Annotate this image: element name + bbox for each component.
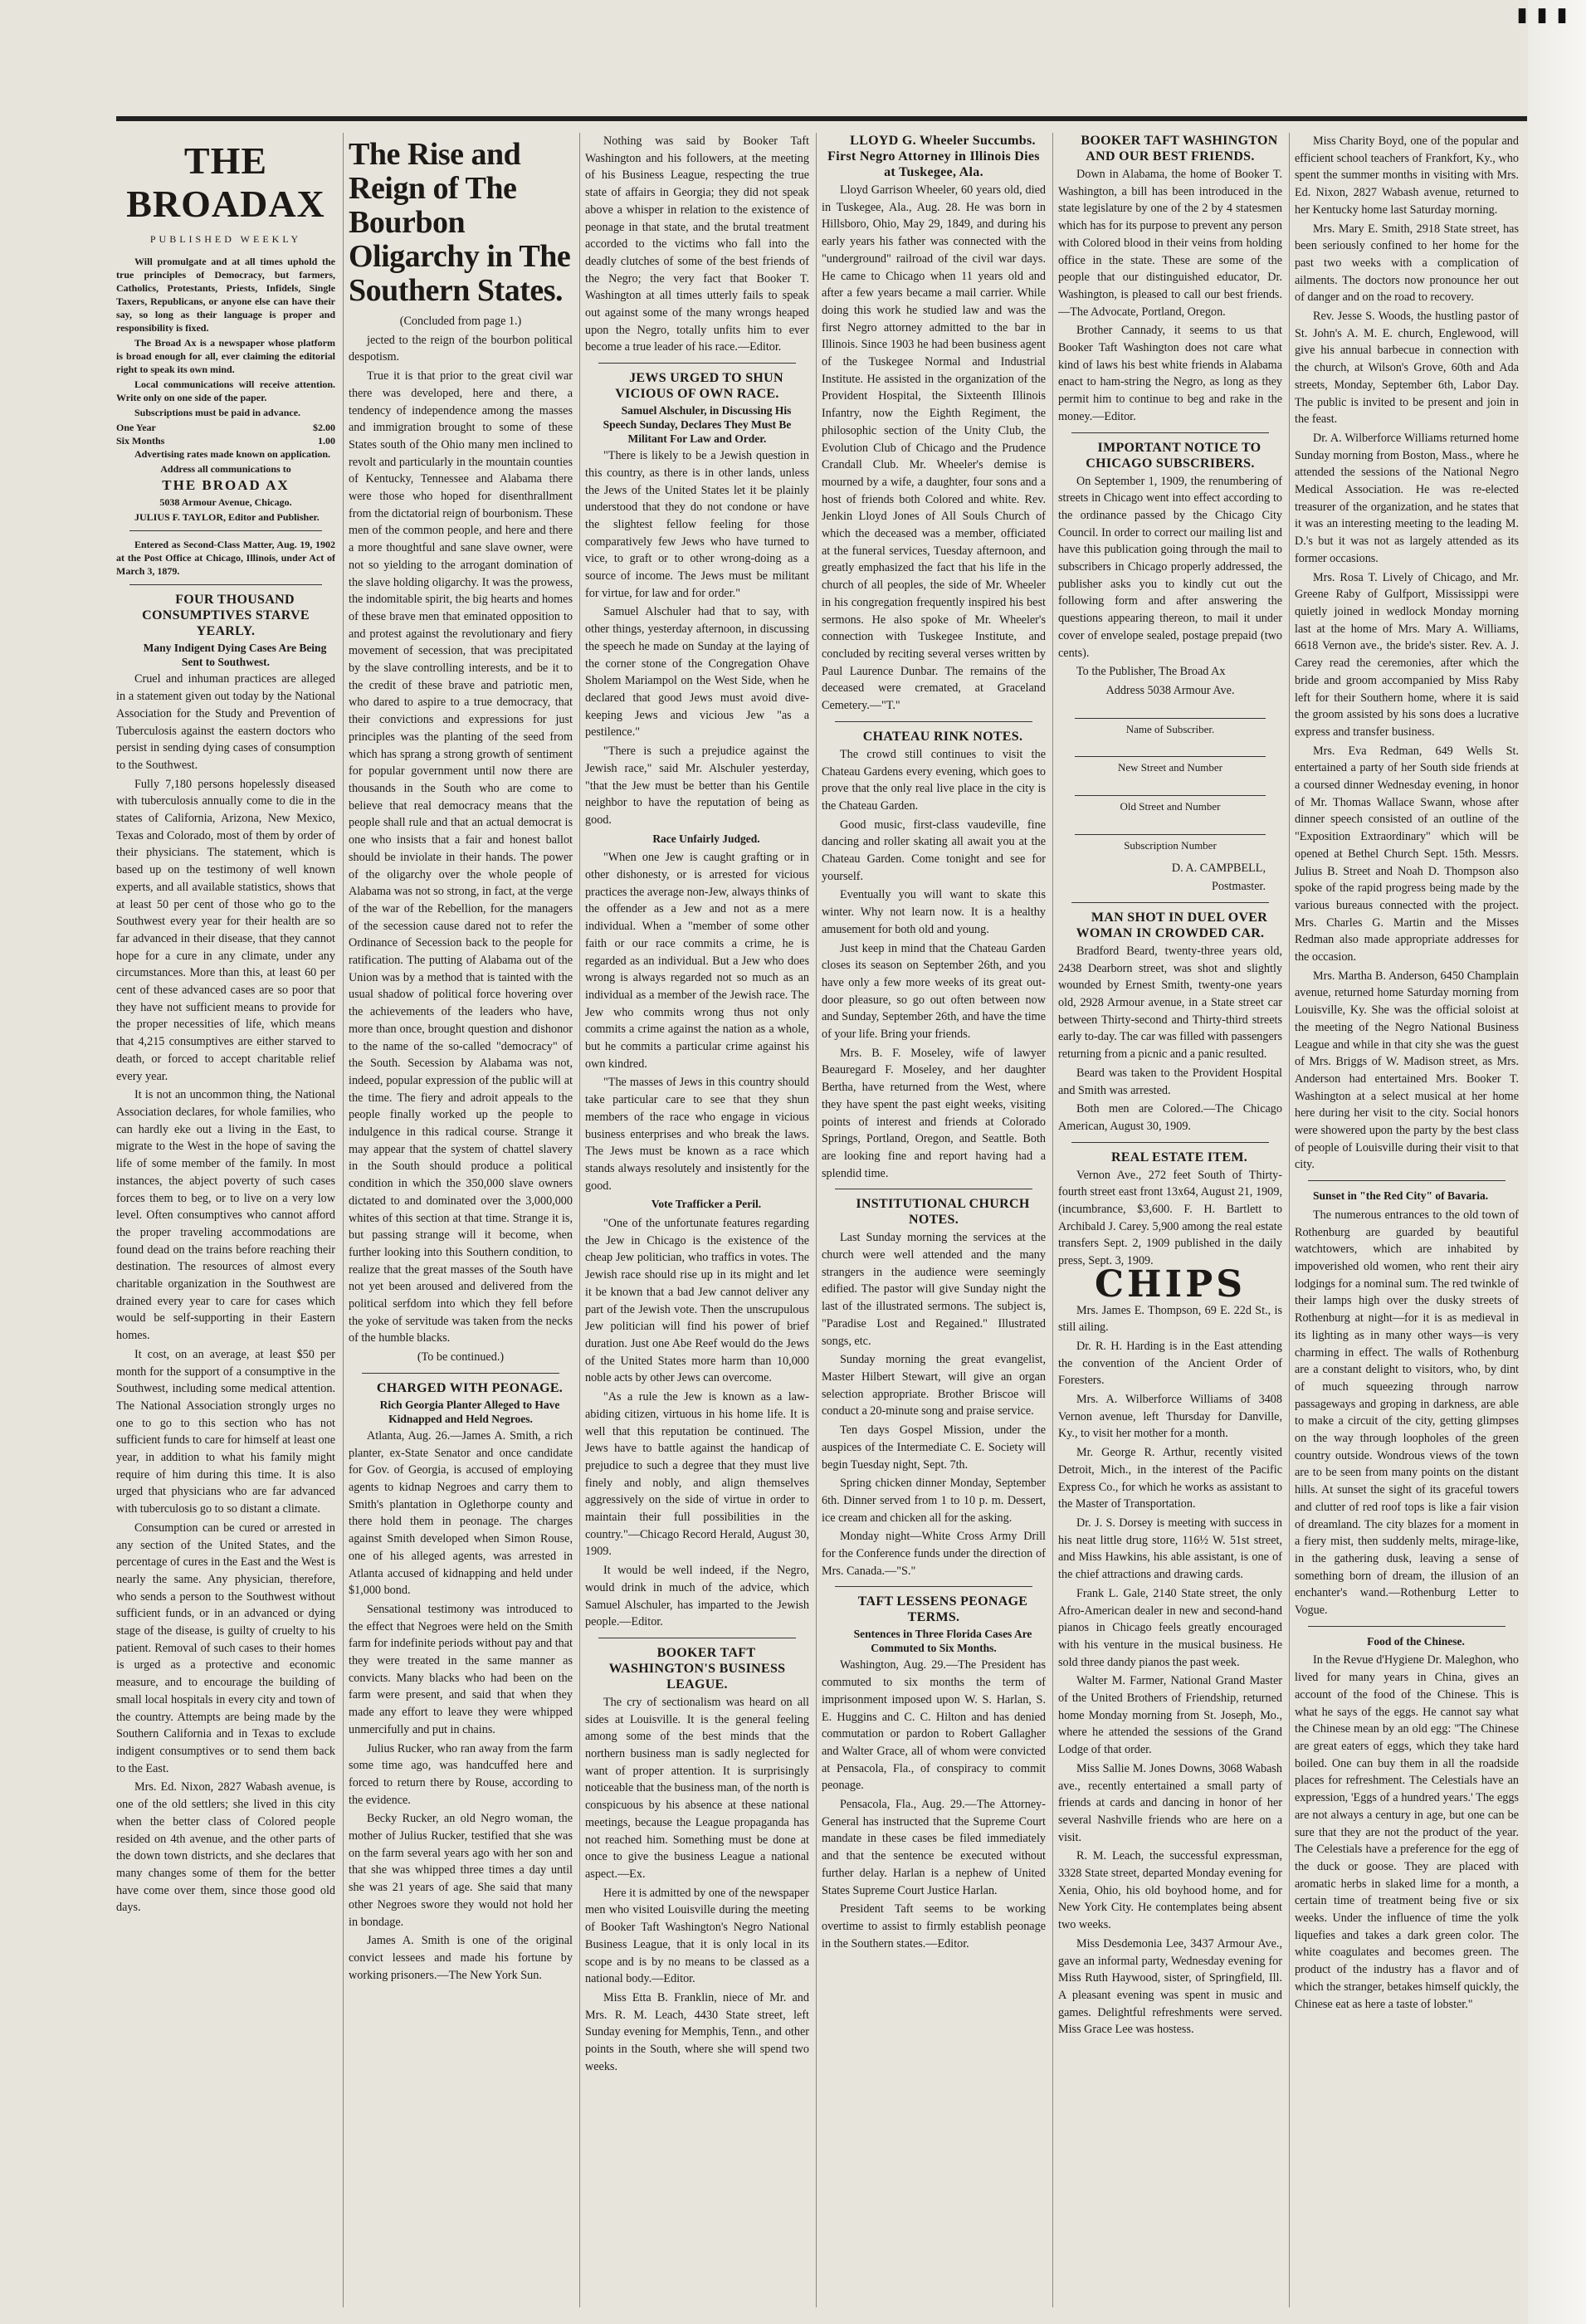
article-paragraph: Lloyd Garrison Wheeler, 60 years old, died in Tuskegee, Ala., Aug. 28. He was born in Hillsboro, Ohio, May 29, 1849, and during his early years his father was connected with the "underground" railroad of the civil war days. He came to Chicago when 11 years old and after a few years became a mail carrier. While doing this work he studied law and was the first Negro attorney admitted to the bar in Illinois. Since 1903 he had been business agent of the Tuskegee Normal and Industrial Institute. He assisted in the organization of the Provident Hospital, the Sixteenth Illinois Infantry, now the Eighth Regiment, the philosophic section of the Unity Club, the Evolution Club of Chicago and the Prudence Crandall Club. Mr. Wheeler's demise is mourned by a wife, a daughter, four sons and a host of friends both Colored and white. Rev. Jenkin Lloyd Jones of All Souls Church of which the deceased was a member, officiated at the funeral services, Tuesday afternoon, and greatly emphasized the fact that his life in the church of all peoples, the side of Mr. Wheeler in his congregation frequently inspired his best sermons. He also spoke of Mr. Wheeler's connection with Tuskegee Institute, and concluded by reciting several verses written by Paul Laurence Dunbar. The remains of the deceased were cremated, at Graceland Cemetery.—"T."	[822, 183, 1046, 713]
article-paragraph: R. M. Leach, the successful expressman, 3328 State street, departed Monday evening for Xenia, Ohio, his old boyhood home, and for New York City. He contemplates being absent two weeks.	[1058, 1849, 1282, 1932]
column-rule	[1052, 133, 1053, 2307]
rate-price: $2.00	[313, 421, 335, 433]
article-paragraph: On September 1, 1909, the renumbering of streets in Chicago went into effect according to the ordinance passed by the Chicago City Council. In order to correct our mailing list and have this publication going through the mail to subscribers in Chicago properly addressed, the publisher asks you to kindly cut out the following form and after answering the questions appearing thereon, to mail it under cover of envelope sealed, postage prepaid (two cents).	[1058, 474, 1282, 660]
form-field-label: Subscription Number	[1124, 838, 1217, 852]
article-paragraph: Samuel Alschuler had that to say, with other things, yesterday afternoon, in discussing the speech he made on Sunday at the laying of the corner stone of the Congregation Ohave Sholem Mariampol on the West Side, when he declared that good Jews must avoid dive-keeping Jews and vicious Jew "as a pestilence."	[585, 605, 809, 740]
article-paragraph: Sunday morning the great evangelist, Master Hilbert Stewart, will give an organ selection appropriate. Brother Briscoe will conduct a 20-minute song and praise service.	[822, 1353, 1046, 1418]
column-1	[116, 133, 335, 2307]
masthead-subtitle: PUBLISHED WEEKLY	[149, 233, 302, 245]
article-paragraph: Just keep in mind that the Chateau Garden closes its season on September 26th, and you have only a few more weeks of its great out-door pleasure, so go out often between now and Sunday, September 26th, and have the time of your life. Bring your friends.	[822, 941, 1046, 1042]
article-headline: MAN SHOT IN DUEL OVER WOMAN IN CROWDED CAR.	[1076, 910, 1268, 940]
article-paragraph: Consumption can be cured or arrested in any section of the United States, and the percentage of cures in the East and the West is nearly the same. Any physician, therefore, who sends a person to the Southwest without sufficient funds, or in an advanced or dying stage of the disease, is guilty of cruelty to his patient. Removal of such cases to their homes is urged as a protective and economic measure, and to encourage the building of small local hospitals in every city and town of the country. Attempts are being made by the Southern California and in Texas to exclude indigent consumptives or to send them back to the East.	[116, 1521, 335, 1775]
article-subhead: Rich Georgia Planter Alleged to Have Kidnapped and Held Negroes.	[379, 1398, 560, 1425]
article-paragraph: Eventually you will want to skate this winter. Why not learn now. It is a healthy amusement for both old and young.	[822, 888, 1046, 936]
article-paragraph: Sensational testimony was introduced to the effect that Negroes were held on the Smith farm for indefinite periods without pay and that they were treated in the same manner as convicts. Many blacks who had been on the farm were present, and said that when they made any effort to leave they were whipped unmercifully and put in chains.	[349, 1602, 573, 1736]
article-paragraph: The numerous entrances to the old town of Rothenburg are guarded by beautiful watchtowers, which are inhabited by impoverished old women, who rent their airy lodgings for a nominal sum. The red twinkle of their lamps high over the dusky streets of Rothenburg at night—for it is as medieval in its lighting as in many other ways—is very charming in effect. The walls of Rothenburg are a constant delight to visitors, who, by dint of much squeezing through narrow passageways and groping in darkness, are able to make a circuit of the city, getting glimpses on the way through loopholes of the green country outside. Wondrous views of the town are to be seen from many points on the distant hills. At sunset the sight of its graceful towers and clutter of red roof tops is like a fair vision of dreamland. The city blazes for a moment in a fiery mist, then suddenly melts, mirage-like, in the gathering dusk, leaving a sense of something born of dream, the illusion of an enchanter's wand.—Rothenburg Letter to Vogue.	[1295, 1208, 1519, 1618]
newspaper-note: The Broad Ax is a newspaper whose platform is broad enough for all, ever claiming the editorial right to speak its own mind.	[116, 336, 335, 375]
article-paragraph: In the Revue d'Hygiene Dr. Maleghon, who lived for many years in China, gives an account of the food of the Chinese. This is what he says of the eggs. He cannot say what the Chinese mean by an old egg: "The Chinese are great eaters of eggs, which they take hard boiled. One can buy them in all the roadside places for refreshment. The Celestials have an expression, 'Eggs of a hundred years.' The eggs are not always a century in age, but one can be sure that they are not the product of the year. The Celestials have a preference for the egg of the duck or goose. They are placed with aromatic herbs in slaked lime for a month, a certain time of treatment being five or six weeks. Under the influence of time the yolk liquefies and takes a dark green color. The white coagulates and becomes green. The product of the industry has a flavor and of which the stranger, betakes himself quickly, the Chinese eat as here a taste of lobster."	[1295, 1653, 1519, 2011]
article-paragraph: "When one Jew is caught grafting or in other dishonesty, or is arrested for vicious practices the average non-Jew, always thinks of the offender as a Jew and not as a mere individual. When a "member of some other faith or our race commits a crime, he is regarded as an individual. But a Jew who does wrong is always regarded not so much as an individual as a member of the Jewish race. The Jew who commits wrong thus not only commits a crime against the nation as a whole, but he commits a particular crime against his own kindred.	[585, 851, 809, 1071]
top-rule	[116, 116, 1527, 121]
article-paragraph: Frank L. Gale, 2140 State street, the only Afro-American dealer in new and second-hand pianos in Chicago feels greatly encouraged with his venture in the musical business. He sold three dandy pianos the past week.	[1058, 1586, 1282, 1669]
article-paragraph: The crowd still continues to visit the Chateau Gardens every evening, which goes to prove that the only real live place in the city is the Chateau Garden.	[822, 747, 1046, 813]
form-field-label: Old Street and Number	[1120, 800, 1221, 813]
article-headline: Food of the Chinese.	[1367, 1634, 1465, 1648]
page-edge	[1528, 0, 1586, 2324]
article-paragraph: Washington, Aug. 29.—The President has commuted to six months the term of imprisonment imposed upon W. S. Harlan, S. E. Huggins and C. C. Hilton and has denied commutation or pardon to Robert Gallagher and Walter Grace, all of whom were convicted at Pensacola, Fla., of conspiracy to commit peonage.	[822, 1658, 1046, 1793]
form-line	[1075, 785, 1266, 796]
column-4	[822, 133, 1046, 2307]
separator	[1308, 1626, 1505, 1627]
article-paragraph: Mrs. James E. Thompson, 69 E. 22d St., is still ailing.	[1058, 1303, 1282, 1335]
rate-price: 1.00	[318, 434, 335, 447]
article-headline: INSTITUTIONAL CHURCH NOTES.	[856, 1197, 1030, 1228]
article-paragraph: Good music, first-class vaudeville, fine dancing and roller skating all await you at the Chateau Garden. Come tonight and see for yourself.	[822, 818, 1046, 883]
article-paragraph: Monday night—White Cross Army Drill for the Conference funds under the direction of Mrs. Canada.—"S."	[822, 1530, 1046, 1578]
form-address: Address 5038 Armour Ave.	[1105, 683, 1235, 697]
article-paragraph: Walter M. Farmer, National Grand Master of the United Brothers of Friendship, returned home Monday morning from St. Joseph, Mo., where he attended the sessions of the Grand Lodge of that order.	[1058, 1674, 1282, 1757]
article-paragraph: Dr. J. S. Dorsey is meeting with success in his neat little drug store, 116½ W. 51st street, and Miss Hawkins, his able assistant, is one of the chief attractions and drawing cards.	[1058, 1516, 1282, 1582]
separator	[129, 584, 322, 585]
article-headline: CHARGED WITH PEONAGE.	[376, 1380, 564, 1395]
article-paragraph: Mrs. A. Wilberforce Williams of 3408 Vernon avenue, left Thursday for Danville, Ky., to visit her mother for a month.	[1058, 1393, 1282, 1441]
form-field-label: New Street and Number	[1118, 761, 1222, 774]
crosshead: Race Unfairly Judged.	[652, 832, 760, 845]
article-paragraph: Ten days Gospel Mission, under the auspices of the Intermediate C. E. Society will begin Tuesday night, Sept. 7th.	[822, 1423, 1046, 1472]
separator	[835, 1586, 1032, 1587]
article-headline: FOUR THOUSAND CONSUMPTIVES STARVE YEARLY.	[142, 593, 310, 639]
article-paragraph: Beard was taken to the Provident Hospital and Smith was arrested.	[1058, 1066, 1282, 1097]
article-paragraph: True it is that prior to the great civil war there was developed, here and there, a tendency of independence among the masses and immigration brought to some of these States south of the Ohio many men inclined to revolt and particularly in the mountain counties of Kentucky, Tennessee and Alabama there were those who hoped for disenthrallment from the dictatorial reign of bourbonism. These men of the common people, and here and there a more thoughtful and sane slave owner, were not so yielding to the arrogant domination of the slave holding oligarchy. It was the prowess, the indomitable spirit, the big hearts and homes of these brave men that eminated opposition to and protest against the revolutionary and fiery movement of secession, that was precipitated by the slave controlling interests, and be it to the credit of these brave and patriotic men, who dared to aspire to a true democracy, that their convictions and expressions for just principles was the planting of the seed from which has sprang a strong growth of sentiment for popular government until now there are thousands in the South who are come to believe that real democracy means that the people shall rule and that an actual democrat is one who insists that a fair and honest ballot should be inviolate in their hands. The power of the oligarchy over the whole people of Alabama was not so strong, in fact, at the verge of the war of the Rebellion, for the managers of the secession cause dared not to refer the Ordinance of Secession back to the people for ratification. The putting of Alabama out of the Union was by a method that is tainted with the usual shadow of political force hovering over the achievements of the leaders who have, more than once, brought question and dishonor to the name of the so-called "democracy" of the South. Secession by Alabama was not, indeed, popular expression of the public will at the time. The fiery and adroit appeals to the people finally worked up the people to indulgence in this radical course. Strange it may appear that the system of chattel slavery in the South should produce a political condition in which the 350,000 slave owners dictated to and dominated over the 3,000,000 whites of this section at that time. Strange it is, but passing strange will it become, when further looking into this Southern condition, to realize that the great masses of the South have not yet been aroused and delivered from the political serfdom into which they fell before the yoke of servitude was taken from the necks of the humble blacks.	[349, 369, 573, 1345]
article-paragraph: "The masses of Jews in this country should take particular care to see that they shun members of the race who engage in vicious business enterprises and who break the laws. The Jews must be known as a race which stands always resolutely and insistently for the good.	[585, 1076, 809, 1193]
column-6	[1295, 133, 1519, 2307]
advertising-rates: Advertising rates made known on application.	[134, 447, 331, 460]
article-paragraph: "One of the unfortunate features regarding the Jew in Chicago is the existence of the cheap Jew politician, who traffics in votes. The Jewish race should rise up in its might and let it be known that a bad Jew cannot deliver any part of the Jewish vote. Then the unscrupulous Jew politician will find his power of brief duration. Just one Abe Reef would do the Jews of the United States more harm than 10,000 noble acts by other Jews can overcome.	[585, 1217, 809, 1385]
article-subhead: Samuel Alschuler, in Discussing His Speech Sunday, Declares They Must Be Militant For Law and Order.	[603, 404, 792, 446]
article-paragraph: "There is likely to be a Jewish question in this country, as there is in other lands, unless the Jews of the United States let it be plainly understood that they do not condone or have the slightest fellow feeling for those comparatively few Jews who have turned to vice, to graft or to other wrong-doing as a source of income. The Jews must be militant for virtue, for law and for order."	[585, 449, 809, 600]
form-line	[1075, 824, 1266, 835]
column-2	[349, 133, 573, 2307]
article-paragraph: Cruel and inhuman practices are alleged in a statement given out today by the National Association for the Study and Prevention of Tuberculosis against the eastern doctors who persist in sending dying cases of consumption to the Southwest.	[116, 672, 335, 772]
article-headline: LLOYD G. Wheeler Succumbs. First Negro Attorney in Illinois Dies at Tuskegee, Ala.	[827, 134, 1040, 179]
article-paragraph: Bradford Beard, twenty-three years old, 2438 Dearborn street, was shot and slightly wounded by Ernest Smith, twenty-one years old, 2928 Armour avenue, in a State street car between Thirty-second and Thirty-third streets early to-day. The car was filled with passengers returning from a picnic and a panic resulted.	[1058, 944, 1282, 1062]
article-paragraph: jected to the reign of the bourbon political despotism.	[349, 333, 573, 364]
article-paragraph: Vernon Ave., 272 feet South of Thirty-fourth street east front 13x64, August 21, 1909, (incumbrance, $3,600. F. H. Bartlett to Archibald J. Carey. 5,900 among the real estate transfers Sept. 2, 1909 published in the daily press, Sept. 3, 1909.	[1058, 1168, 1282, 1268]
postmaster-title: Postmaster.	[1211, 880, 1266, 894]
form-line	[1075, 746, 1266, 757]
article-paragraph: The cry of sectionalism was heard on all sides at Louisville. It is the general feeling among some of the best minds that the northern business man is sadly neglected for want of proper attention. It is surprisingly noticeable that the business man, of the north is conspicuous by his absence at these national meetings, because the League propaganda has not reached him. Something must be done at once to give the business League a national aspect.—Ex.	[585, 1695, 809, 1881]
postmaster-name: D. A. CAMPBELL,	[1171, 861, 1266, 875]
article-paragraph: "As a rule the Jew is known as a law-abiding citizen, virtuous in his home life. It is well that this reputation be continued. The Jews have to battle against the handicap of prejudice to such a degree that they must live finely and nobly, and align themselves aggressively on the side of virtue in order to maintain their full possibilities in the country."—Chicago Record Herald, August 30, 1909.	[585, 1390, 809, 1559]
article-headline: BOOKER TAFT WASHINGTON AND OUR BEST FRIENDS.	[1081, 134, 1278, 164]
form-field-label: Name of Subscriber.	[1125, 722, 1215, 735]
article-paragraph: Brother Cannady, it seems to us that Booker Taft Washington does not care what kind of laws his best white friends in Alabama enact to ham-string the Negro, as long as they permit him to continue to beg and rake in the money.—Editor.	[1058, 324, 1282, 423]
article-paragraph: Nothing was said by Booker Taft Washington and his followers, at the meeting of his Business League, respecting the true state of affairs in Georgia; they did not speak above a whisper in relation to the existence of peonage in that state, and the brutal treatment accorded to the victims who fall into the deadly clutches of some of the best friends of the Negro; the very fact that Booker T. Washington at all times utterly fails to speak out against some of the many wrongs heaped upon the Negro, totally unfits him to ever become a true leader of his race.—Editor.	[585, 134, 809, 354]
article-paragraph: Miss Etta B. Franklin, niece of Mr. and Mrs. R. M. Leach, 4430 State street, left Sunday evening for Memphis, Tenn., and other points in the South, where she will spend two weeks.	[585, 1990, 809, 2073]
concluded-note: (Concluded from page 1.)	[399, 315, 522, 328]
entry-notice: Entered as Second-Class Matter, Aug. 19, 1902 at the Post Office at Chicago, Illinois, under Act of March 3, 1879.	[116, 539, 335, 578]
article-paragraph: Becky Rucker, an old Negro woman, the mother of Julius Rucker, testified that she was on the farm several years ago with her son and that she was whipped three times a day until she was 21 years of age. She said that many other Negroes swore they would not hold her in bondage.	[349, 1812, 573, 1929]
article-paragraph: Atlanta, Aug. 26.—James A. Smith, a rich planter, ex-State Senator and once candidate for Gov. of Georgia, is accused of employing agents to kidnap Negroes and carry them to Smith's plantation in Oglethorpe county and there hold them in peonage. The charges against Smith developed when Simon Rouse, one of his alleged agents, was arrested in Atlanta accused of kidnapping and held under $1,000 bond.	[349, 1428, 573, 1598]
article-paragraph: Down in Alabama, the home of Booker T. Washington, a bill has been introduced in the state legislature by one of the 2 by 4 statesmen which has for its purpose to prevent any person with Colored blood in their veins from holding office in the state. These are some of the people that our distinguished educator, Dr. Washington, is pleased to call our best friends. —The Advocate, Portland, Oregon.	[1058, 168, 1282, 319]
article-paragraph: Dr. A. Wilberforce Williams returned home Sunday morning from Boston, Mass., where he attended the sessions of the National Negro Medical Association. He was re-elected treasurer of the organization, and he states that it was an interesting meeting to the leading M. D.'s but it was not as largely attended as its former occasions.	[1295, 431, 1519, 565]
article-paragraph: It would be well indeed, if the Negro, would drink in much of the advice, which Samuel Alschuler, has imparted to the Jewish people.—Editor.	[585, 1564, 809, 1629]
article-headline: Sunset in "the Red City" of Bavaria.	[1313, 1189, 1489, 1203]
rate-label: Six Months	[116, 434, 165, 447]
article-paragraph: Both men are Colored.—The Chicago American, August 30, 1909.	[1058, 1102, 1282, 1133]
article-paragraph: Mrs. Rosa T. Lively of Chicago, and Mr. Greene Raby of Gulfport, Mississippi were quietly joined in wedlock Monday morning last at the home of Mrs. Mary A. Williams, 6618 Vernon ave., the bride's sister. Rev. A. J. Carey read the ceremonies, after which the bride and groom accompanied by Miss Raby left for their Southern home, where it is said the groom assisted by his sons does a lucrative express and transfer business.	[1295, 570, 1519, 739]
corner-marks: ▮▮▮	[1514, 0, 1574, 29]
article-paragraph: Miss Charity Boyd, one of the popular and efficient school teachers of Frankfort, Ky., who spent the summer months in visiting with Mrs. Ed. Nixon, 2827 Wabash avenue, returned to her Kentucky home last Saturday morning.	[1295, 134, 1519, 217]
separator	[1308, 1180, 1505, 1181]
article-paragraph: Last Sunday morning the services at the church were well attended and the many strangers in the audience were seemingly edified. The pastor will give Sunday night the last of the illustrated sermons. The subject is, "Paradise Lost and Regained." Illustrated songs, etc.	[822, 1231, 1046, 1348]
separator	[1071, 1142, 1269, 1143]
article-headline: JEWS URGED TO SHUN VICIOUS OF OWN RACE.	[615, 371, 783, 402]
article-paragraph: Pensacola, Fla., Aug. 29.—The Attorney-General has instructed that the Supreme Court mandate in these cases be filed immediately and that the sentence be executed without further delay. Harlan is a nephew of United States Supreme Court Justice Harlan.	[822, 1798, 1046, 1897]
column-rule	[579, 133, 580, 2307]
article-paragraph: James A. Smith is one of the original convict lessees and made his fortune by working prisoners.—The New York Sun.	[349, 1934, 573, 1982]
subscription-note: Subscriptions must be paid in advance.	[134, 406, 301, 418]
article-subhead: Sentences in Three Florida Cases Are Commuted to Six Months.	[853, 1628, 1032, 1655]
column-5	[1058, 133, 1282, 2307]
article-headline: CHATEAU RINK NOTES.	[862, 729, 1023, 744]
article-headline: BOOKER TAFT WASHINGTON'S BUSINESS LEAGUE.	[608, 1645, 786, 1692]
local-communications: Local communications will receive attention. Write only on one side of the paper.	[116, 378, 335, 403]
article-paragraph: Mrs. Ed. Nixon, 2827 Wabash avenue, is one of the old settlers; she lived in this city when the better class of Colored people resided on 4th avenue, and the other parts of the down town districts, and she declares that many changes some of them for the better have come over them, since those good old days.	[116, 1780, 335, 1915]
article-paragraph: Mr. George R. Arthur, recently visited Detroit, Mich., in the interest of the Pacific Express Co., for which he works as assistant to the Master of Transportation.	[1058, 1446, 1282, 1511]
form-line	[1075, 708, 1266, 719]
column-rule	[1289, 133, 1290, 2307]
article-paragraph: Mrs. B. F. Moseley, wife of lawyer Beauregard F. Moseley, and her daughter Bertha, have returned from the West, where they have spent the past eight weeks, visiting points of interest and friends at Colorado Springs, Portland, Oregon, and Seattle. Both are looking fine and report having had a splendid time.	[822, 1046, 1046, 1180]
separator	[1071, 432, 1269, 433]
article-headline: TAFT LESSENS PEONAGE TERMS.	[857, 1594, 1028, 1625]
separator	[598, 363, 796, 364]
article-paragraph: Miss Sallie M. Jones Downs, 3068 Wabash ave., recently entertained a small party of friends at cards and dancing in honor of her several Nashville friends who are here on a visit.	[1058, 1761, 1282, 1844]
article-paragraph: Julius Rucker, who ran away from the farm some time ago, was handcuffed here and forced to return there by Rouse, according to the evidence.	[349, 1741, 573, 1807]
paper-address: 5038 Armour Avenue, Chicago.	[159, 496, 292, 509]
article-paragraph: Mrs. Eva Redman, 649 Wells St. entertained a party of her South side friends at a coursed dinner Wednesday evening, in honor of Mr. Thomas Wallace Swann, whose after dinner speech consisted of an outline of the "Exposition Extraordinary" which will be opened at Bethel Church Sept. 15th. Messrs. Julius B. Street and Noah D. Thompson also spoke of the rapid progress being made by the various bureaus connected with the project. Mrs. Charles G. Martin and the Misses Redman also made appropriate addresses for the occasion.	[1295, 744, 1519, 964]
article-paragraph: Spring chicken dinner Monday, September 6th. Dinner served from 1 to 10 p. m. Dessert, ice cream and chicken all for the asking.	[822, 1477, 1046, 1525]
article-paragraph: Mrs. Martha B. Anderson, 6450 Champlain avenue, returned home Saturday morning from Louisville, Ky. She was the official soloist at the meeting of the Negro National Business League and while in that city she was the guest of Mrs. Briggs of W. Madison street, as Mrs. Anderson had entertained Mrs. Booker T. Washington at a select musical at her home here during her visit to the city. Social honors were showered upon the party by the best class of people of Louisville during their visit to that city.	[1295, 969, 1519, 1172]
article-paragraph: It is not an uncommon thing, the National Association declares, for whole families, who can hardly eke out a living in the East, to migrate to the West in the hope of saving the life of some member of the family. In most instances, the abject poverty of such cases forces them to beg, or to live on a very low level. Often consumptives who cannot afford the proper traveling accommodations are found dead on the trains before reaching their destination. The resources of almost every charitable organization in the Southwest are drained every year to care for cases which would be self-supporting in their Eastern homes.	[116, 1088, 335, 1343]
address-all: Address all communications to	[160, 462, 291, 475]
article-paragraph: "There is such a prejudice against the Jewish race," said Mr. Alschuler yesterday, "that the Jew must be better than his Gentile neighbor to have the reputation of being as good.	[585, 745, 809, 827]
article-paragraph: Mrs. Mary E. Smith, 2918 State street, has been seriously confined to her home for the past two weeks with a complication of ailments. The doctors now pronounce her out of danger and on the road to recovery.	[1295, 222, 1519, 305]
article-paragraph: To the Publisher, The Broad Ax	[1076, 665, 1226, 679]
column-3	[585, 133, 809, 2307]
article-headline: REAL ESTATE ITEM.	[1110, 1150, 1248, 1164]
article-subhead: Many Indigent Dying Cases Are Being Sent to Southwest.	[143, 642, 327, 669]
article-paragraph: Rev. Jesse S. Woods, the hustling pastor of St. John's A. M. E. church, Englewood, will give his annual barbecue in connection with the church, at Wilson's Grove, 60th and Ada streets, Monday, September 6th, Labor Day. The public is invited to be present and join in the feast.	[1295, 310, 1519, 427]
feature-title: The Rise and Reign of The Bourbon Oligarchy in The Southern States.	[349, 137, 571, 308]
article-headline: IMPORTANT NOTICE TO CHICAGO SUBSCRIBERS.	[1086, 440, 1261, 471]
column-rule	[816, 133, 817, 2307]
chips-title: CHIPS	[1094, 1262, 1247, 1306]
article-paragraph: Miss Desdemonia Lee, 3437 Armour Ave., gave an informal party, Wednesday evening for Miss Ruth Haywood, sister, of Springfield, Ill. A pleasant evening was spent in music and games. Delightful refreshments were served. Miss Grace Lee was hostess.	[1058, 1936, 1282, 2037]
separator	[129, 530, 322, 531]
separator	[362, 1373, 559, 1374]
rate-six-months	[116, 434, 335, 447]
editor-line: JULIUS F. TAYLOR, Editor and Publisher.	[134, 511, 320, 524]
rate-one-year	[116, 421, 335, 434]
continued-note: (To be continued.)	[417, 1350, 505, 1365]
paper-name: THE BROAD AX	[162, 476, 290, 493]
separator	[1071, 902, 1269, 903]
masthead-title: THE BROADAX	[126, 139, 325, 225]
column-rule	[343, 133, 344, 2307]
article-paragraph: Here it is admitted by one of the newspaper men who visited Louisville during the meeting of Booker Taft Washington's Negro National Business League, that it is only local in its scope and is by no means to be classed as a national body.—Editor.	[585, 1886, 809, 1986]
crosshead: Vote Trafficker a Peril.	[651, 1198, 762, 1211]
article-paragraph: It cost, on an average, at least $50 per month for the support of a consumptive in the Southwest, including some medical attention. The National Association strongly urges no one to go to this section who has not sufficient funds to care for himself at least one year, in addition to what his family might require of him during this time. It is also urged that physicians who are far advanced with tuberculosis go to so distant a climate.	[116, 1347, 335, 1516]
separator	[835, 721, 1032, 722]
article-paragraph: President Taft seems to be working overtime to assist to firmly establish peonage in the Southern states.—Editor.	[822, 1902, 1046, 1950]
article-paragraph: Dr. R. H. Harding is in the East attending the convention of the Ancient Order of Foresters.	[1058, 1339, 1282, 1388]
platform-statement: Will promulgate and at all times uphold the true principles of Democracy, but farmers, Catholics, Protestants, Priests, Infidels, Single Taxers, Republicans, or anyone else can have their say, so long as their language is proper and responsibility is fixed.	[116, 255, 335, 334]
article-paragraph: Fully 7,180 persons hopelessly diseased with tuberculosis annually come to die in the states of California, Arizona, New Mexico, Texas and Colorado, most of them by order of their physicians. The statement, which is based up on the testimony of well known experts, and all available statistics, shows that at least 50 per cent of those who go to the Southwest every year for their health are so far advanced in their disease, that they cannot hope for a cure in any climate, under any circumstances. More than this, at least 60 per cent of these advanced cases are so poor that they have not sufficient means to provide for the proper necessities of life, which means that 4,215 consumptives are either starved to death, or forced to accept charitable relief every year.	[116, 777, 335, 1083]
rate-label: One Year	[116, 421, 156, 433]
